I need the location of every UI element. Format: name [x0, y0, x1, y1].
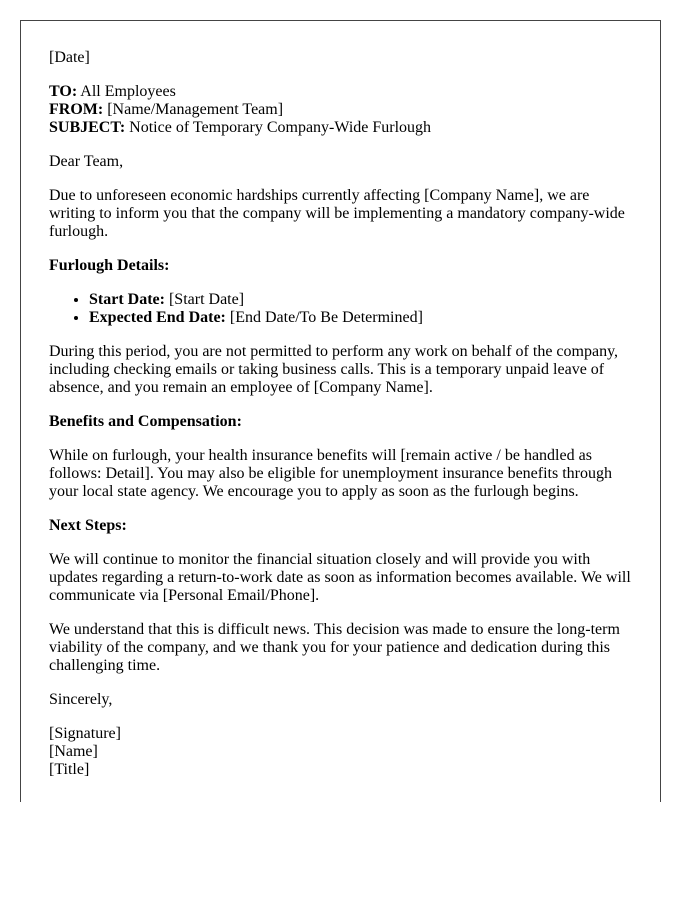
- letter-page: [20, 20, 661, 802]
- list-item: [89, 309, 632, 327]
- item-label: Expected End Date:: [89, 309, 226, 326]
- item-value: [End Date/To Be Determined]: [225, 309, 423, 326]
- to-value: All Employees: [77, 83, 176, 100]
- subject-label: SUBJECT:: [49, 119, 126, 136]
- signer-title: [Title]: [49, 761, 90, 778]
- date: [Date]: [49, 49, 90, 66]
- next-steps-heading: Next Steps:: [49, 517, 127, 534]
- greeting: Dear Team,: [49, 153, 124, 170]
- signature-block: [49, 725, 632, 779]
- from-label: FROM:: [49, 101, 104, 118]
- subject-value: Notice of Temporary Company-Wide Furlough: [125, 119, 432, 136]
- benefits-heading: Benefits and Compensation:: [49, 413, 242, 430]
- signoff: Sincerely,: [49, 691, 113, 708]
- furlough-details-heading: Furlough Details:: [49, 257, 170, 274]
- signature: [Signature]: [49, 725, 121, 742]
- signer-name: [Name]: [49, 743, 98, 760]
- benefits-paragraph: While on furlough, your health insurance benefits will [remain active / be handled as follows: Detail]. You may also be eligible for unemployment insurance benefits through your local state agency. We encourage you to apply as soon as the furlough begins.: [49, 447, 612, 500]
- next-steps-paragraph: We will continue to monitor the financial situation closely and will provide you with updates regarding a return-to-work date as soon as information becomes available. We will communicate via [Personal Email/Phone].: [49, 551, 631, 604]
- furlough-details-list: [49, 291, 632, 327]
- item-label: Start Date:: [89, 291, 165, 308]
- details-paragraph: During this period, you are not permitted to perform any work on behalf of the company, including checking emails or taking business calls. This is a temporary unpaid leave of absence, and you remain an employee of [Company Name].: [49, 343, 619, 396]
- to-label: TO:: [49, 83, 78, 100]
- intro-paragraph: Due to unforeseen economic hardships currently affecting [Company Name], we are writing to inform you that the company will be implementing a mandatory company-wide furlough.: [49, 187, 625, 240]
- list-item: [89, 291, 632, 309]
- from-value: [Name/Management Team]: [103, 101, 284, 118]
- item-value: [Start Date]: [164, 291, 245, 308]
- memo-header: [49, 83, 632, 137]
- closing-paragraph: We understand that this is difficult news. This decision was made to ensure the long-term viability of the company, and we thank you for your patience and dedication during this challenging time.: [49, 621, 620, 674]
